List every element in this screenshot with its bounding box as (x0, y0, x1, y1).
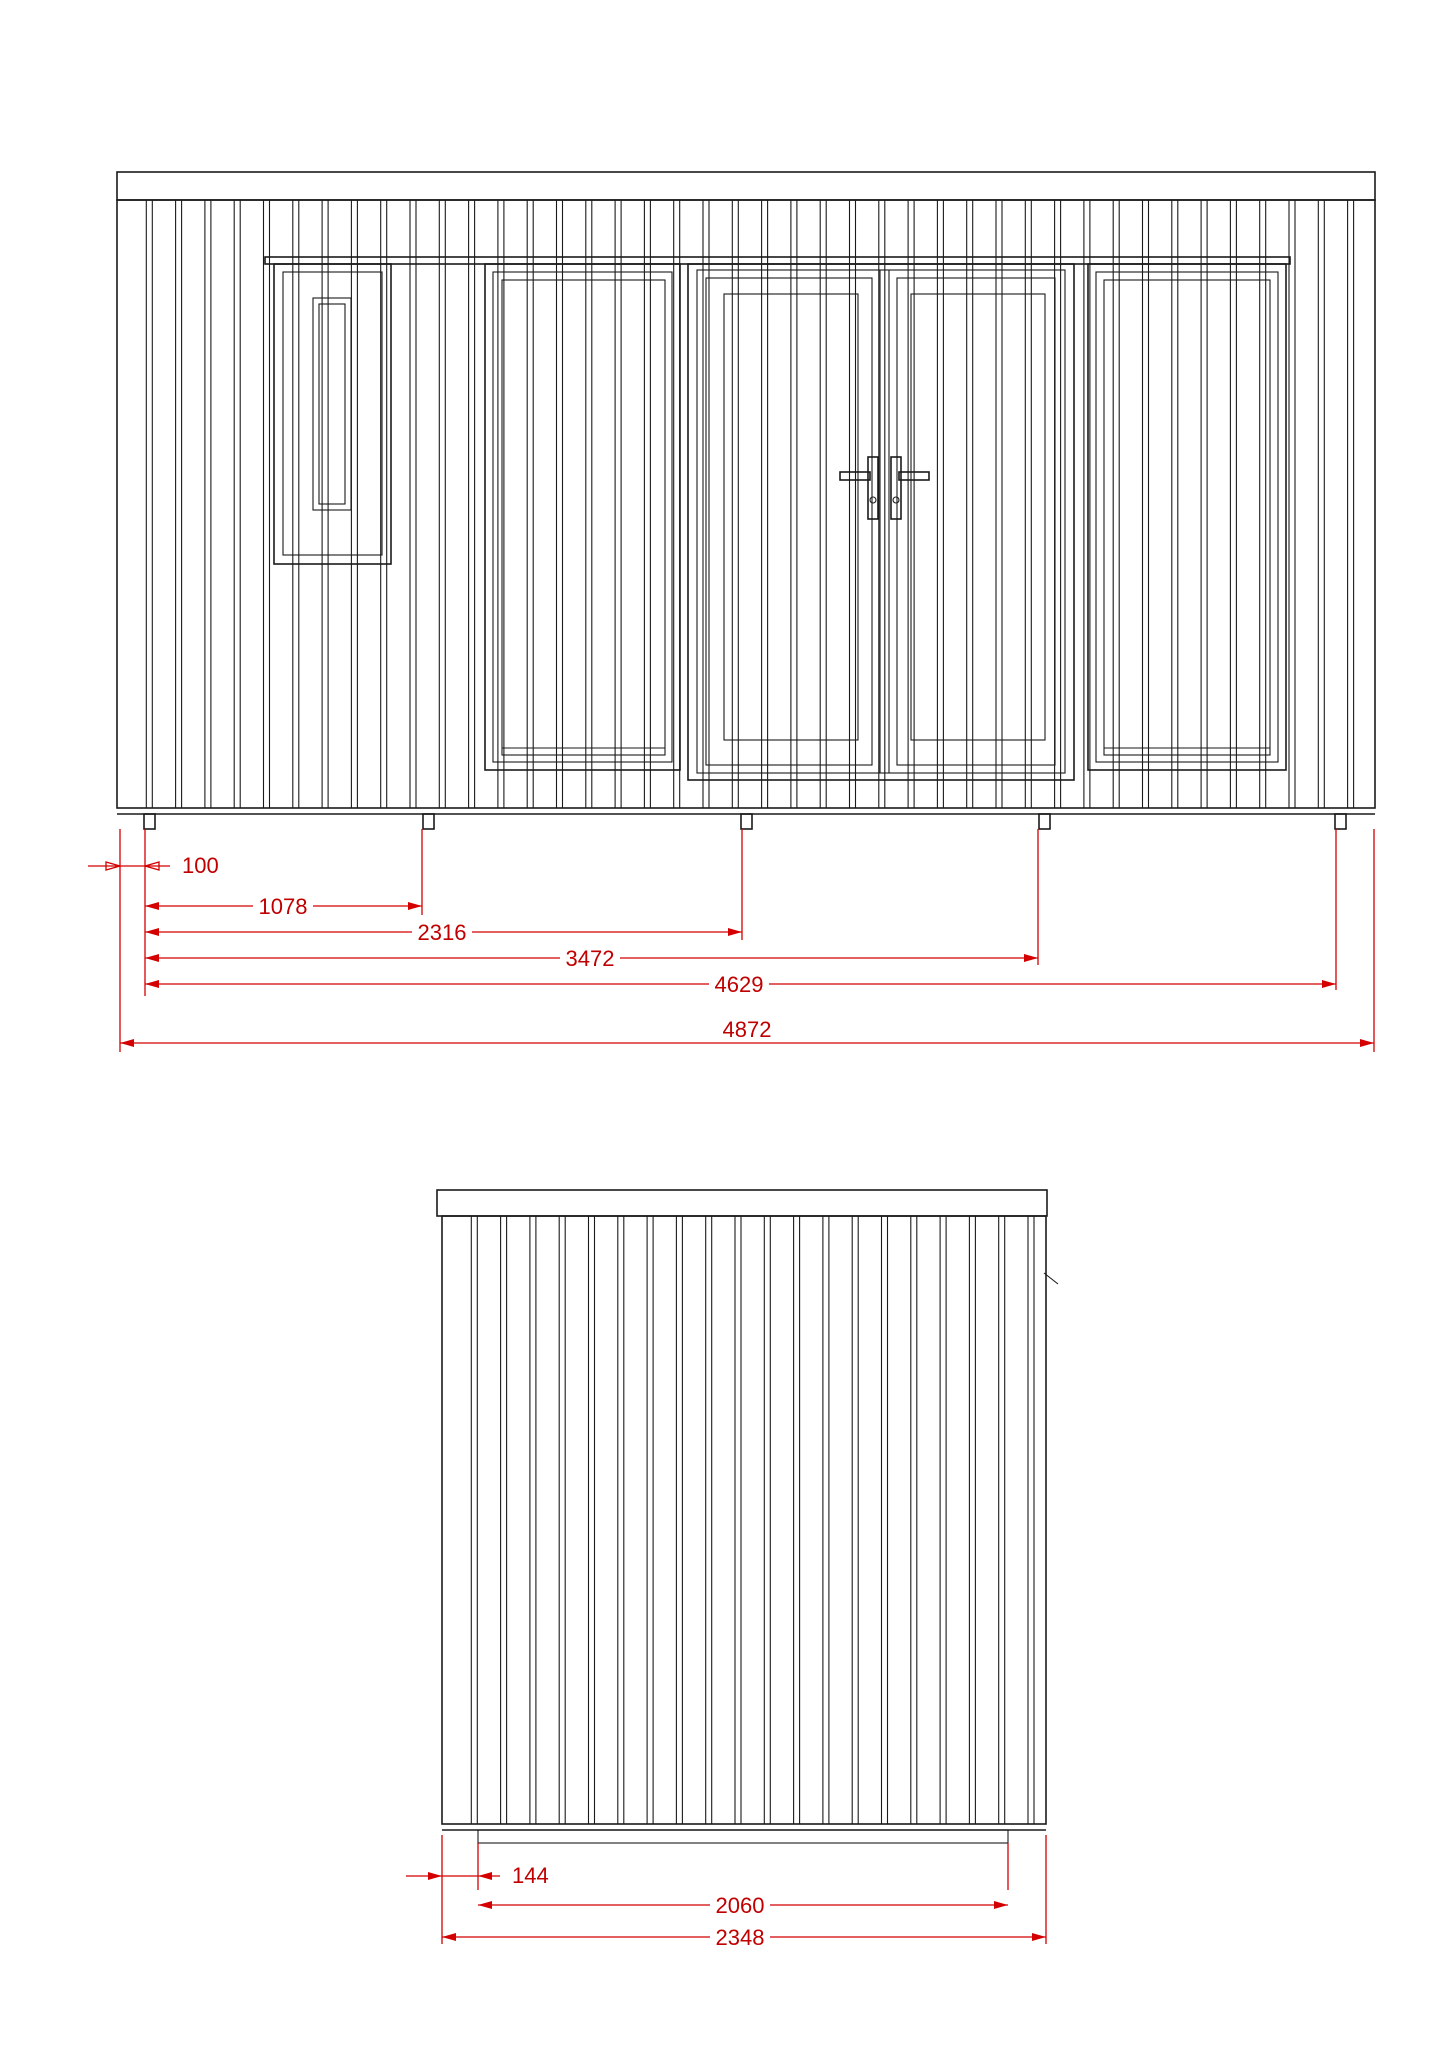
dim-label-4872: 4872 (722, 1017, 772, 1042)
side-plinth (478, 1830, 1008, 1843)
side-cladding (471, 1216, 1034, 1824)
front-elevation (88, 172, 1375, 1052)
front-roof-fascia (117, 172, 1375, 200)
french-doors (688, 264, 1074, 780)
dim-label-100: 100 (182, 853, 219, 878)
front-wall (117, 200, 1375, 808)
side-wall (442, 1216, 1046, 1824)
dim-label-1078: 1078 (258, 894, 308, 919)
front-feet (144, 814, 1346, 829)
dim-label-2060: 2060 (715, 1893, 765, 1918)
dim-label-2316: 2316 (417, 920, 467, 945)
right-glazed-panel (1088, 264, 1286, 770)
side-elevation (406, 1190, 1058, 1950)
front-dimensions (88, 829, 1374, 1052)
dim-label-144: 144 (512, 1863, 549, 1888)
dim-label-2348: 2348 (715, 1925, 765, 1950)
small-window (274, 264, 391, 564)
side-roof-fascia (437, 1190, 1047, 1216)
side-dimensions (406, 1835, 1046, 1950)
glazing-header (265, 257, 1290, 264)
dim-label-4629: 4629 (714, 972, 764, 997)
dim-label-3472: 3472 (565, 946, 615, 971)
